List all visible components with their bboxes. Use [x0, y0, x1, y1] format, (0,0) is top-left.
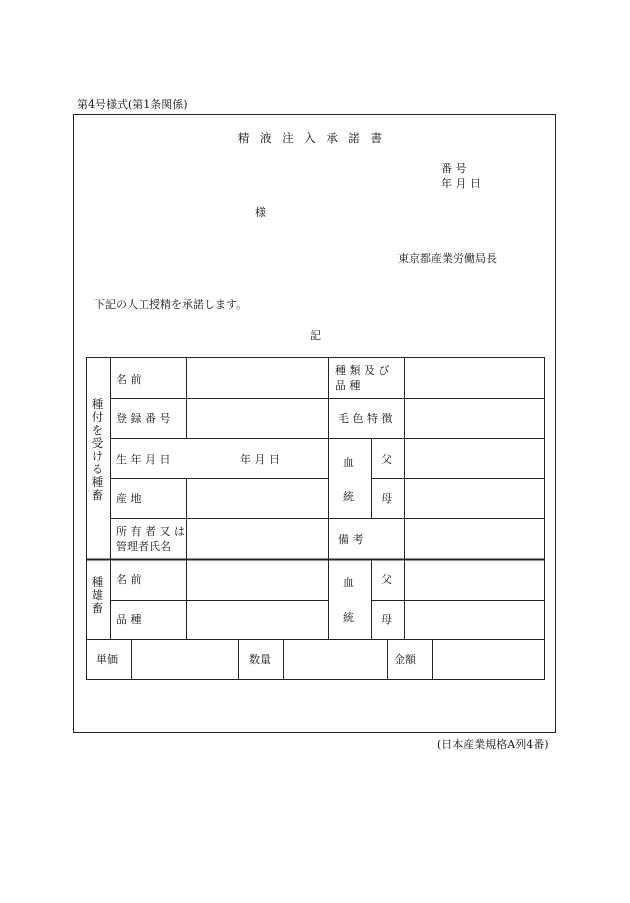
coat-label: 毛 色 特 徴: [338, 412, 393, 425]
breed-label-line2: 品 種: [335, 379, 361, 392]
amount-label: 金額: [394, 653, 416, 666]
birthdate-value: 年 月 日: [240, 453, 280, 466]
quantity-label: 数量: [249, 653, 271, 666]
male-name-label: 名 前: [116, 573, 142, 586]
registration-label: 登 録 番 号: [116, 412, 171, 425]
bloodline-label-a: 血: [343, 456, 354, 469]
ki-label: 記: [310, 329, 321, 342]
number-label: 番 号: [441, 162, 467, 175]
male-mother-label: 母: [381, 613, 392, 626]
female-group-label: 種付を受ける種畜: [90, 398, 105, 502]
male-bloodline-label-b: 統: [343, 611, 354, 624]
male-group-label: 種雄畜: [90, 576, 105, 615]
unit-price-label: 単価: [96, 653, 118, 666]
owner-label-line1: 所 有 者 又 は: [116, 525, 185, 538]
document-title: 精 液 注 入 承 諾 書: [238, 131, 386, 145]
statement: 下記の人工授精を承諾します。: [94, 298, 248, 311]
male-father-label: 父: [381, 573, 392, 586]
issuer: 東京都産業労働局長: [398, 252, 497, 265]
father-label: 父: [381, 453, 392, 466]
male-breed-label: 品 種: [116, 613, 142, 626]
footer-standard: (日本産業規格A列4番): [437, 738, 549, 751]
addressee-suffix: 様: [255, 206, 266, 219]
breed-label-line1: 種 類 及 び: [335, 364, 390, 377]
remarks-label: 備 考: [338, 533, 364, 546]
name-label: 名 前: [116, 373, 142, 386]
bloodline-label-b: 統: [343, 490, 354, 503]
mother-label: 母: [381, 492, 392, 505]
date-label: 年 月 日: [441, 177, 481, 190]
origin-label: 産 地: [116, 492, 142, 505]
form-id: 第4号様式(第1条関係): [77, 98, 188, 111]
birthdate-label: 生 年 月 日: [116, 453, 171, 466]
male-bloodline-label-a: 血: [343, 576, 354, 589]
owner-label-line2: 管理者氏名: [116, 540, 171, 553]
